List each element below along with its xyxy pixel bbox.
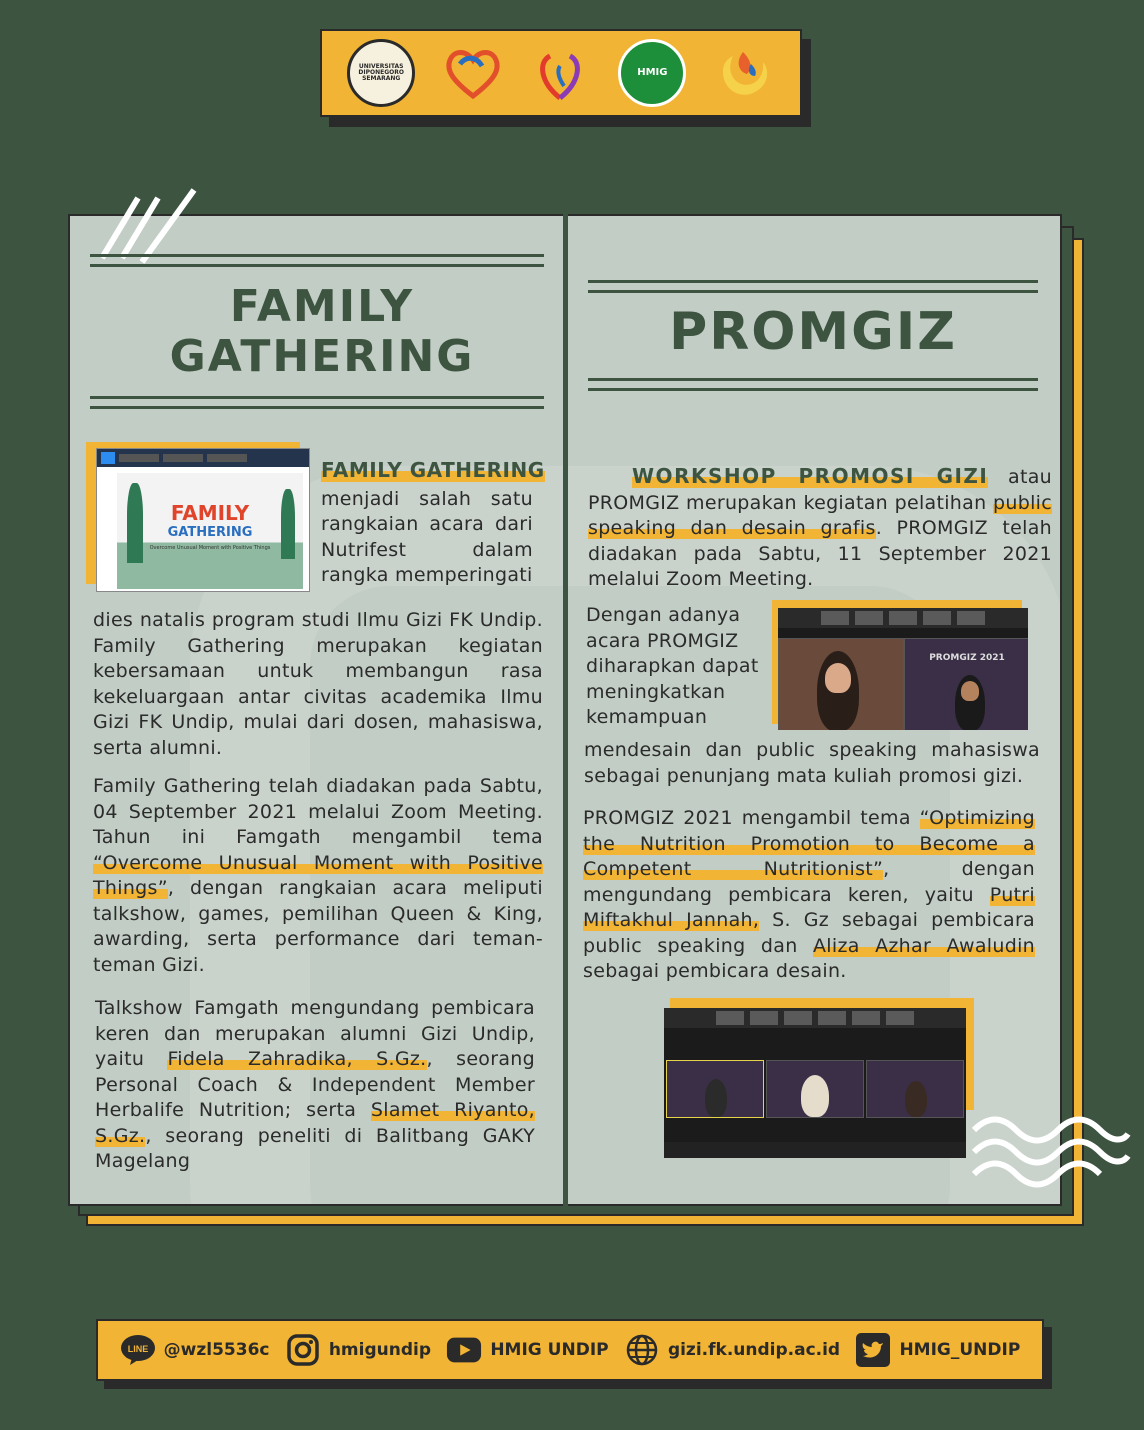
left-bottom-rule-1 xyxy=(90,396,544,399)
right-paragraph-2-left: Dengan adanya acara PROMGIZ diharapkan dapat meningkatkan kemampuan xyxy=(586,604,759,728)
right-top-rule-2 xyxy=(588,290,1038,293)
slash-decoration-icon xyxy=(96,184,206,264)
left-intro xyxy=(321,458,559,589)
right-paragraph-2-rest: mendesain dan public speaking mahasiswa sebagai penunjang mata kuliah promosi gizi. xyxy=(584,739,1040,787)
poster-zoom-bar xyxy=(97,449,309,467)
right-title: PROMGIZ xyxy=(669,302,957,362)
left-title xyxy=(90,282,554,382)
public-speaking-highlight: public speaking dan desain grafis xyxy=(588,491,1052,539)
social-footer xyxy=(96,1319,1044,1381)
right-paragraph-3: PROMGIZ 2021 mengambil tema “Optimizing the Nutrition Promotion to Become a Competent Nutritionist”, dengan mengundang pembicara keren, yaitu Putri Miftakhul Jannah, S. Gz sebagai pembicara public speaking dan Aliza Azhar Awaludin sebagai pembicara desain. xyxy=(583,807,1035,982)
fk-heart-icon xyxy=(530,42,592,104)
poster-art xyxy=(117,473,303,589)
heart-icon xyxy=(442,42,504,104)
instagram-icon xyxy=(285,1334,321,1366)
zoom-thumbnail-bar xyxy=(778,608,1028,628)
footer-youtube[interactable] xyxy=(446,1334,608,1366)
aku-cinta-undip-logo xyxy=(442,42,504,104)
speaker-fidela: Fidela Zahradika, S.Gz. xyxy=(167,1048,427,1070)
aku-cinta-fk-logo xyxy=(530,42,592,104)
poster-title1: FAMILY xyxy=(170,501,250,525)
left-paragraph-1: dies natalis program studi Ilmu Gizi FK Undip. Family Gathering merupakan kegiatan kebersamaan untuk membangun rasa kekeluargaan antar civitas academika Ilmu Gizi FK Undip, mulai dari dosen, mahasiswa, serta alumni. xyxy=(93,609,543,759)
footer-website-url: gizi.fk.undip.ac.id xyxy=(667,1340,841,1360)
footer-instagram[interactable] xyxy=(285,1334,431,1366)
famgath-theme: “Overcome Unusual Moment with Positive Things” xyxy=(93,851,543,899)
footer-instagram-handle: hmigundip xyxy=(328,1340,431,1360)
svg-text:LINE: LINE xyxy=(127,1344,148,1354)
footer-youtube-handle: HMIG UNDIP xyxy=(490,1340,609,1360)
left-top-rule-1 xyxy=(90,254,544,257)
right-bottom-rule-2 xyxy=(588,388,1038,391)
footer-website[interactable] xyxy=(624,1334,840,1366)
speaker-putri: Putri Miftakhul Jannah, xyxy=(583,883,1035,931)
globe-icon xyxy=(624,1334,660,1366)
youtube-icon xyxy=(446,1334,482,1366)
logo-banner xyxy=(320,29,802,117)
flame-logo xyxy=(713,42,775,104)
left-paragraph-3: Talkshow Famgath mengundang pembicara keren dan merupakan alumni Gizi Undip, yaitu Fidela Zahradika, S.Gz., seorang Personal Coach & Independent Member Herbalife Nutrition; serta Slamet Riyanto, S.Gz., seorang peneliti di Balitbang GAKY Magelang xyxy=(95,997,535,1172)
right-paragraph-1: WORKSHOP PROMOSI GIZI atau PROMGIZ merupakan kegiatan pelatihan public speaking dan desain grafis. PROMGIZ telah diadakan pada Sabtu, 11 September 2021 melalui Zoom Meeting. xyxy=(588,464,1052,590)
footer-line[interactable] xyxy=(120,1334,270,1366)
zoom-toolbar xyxy=(664,1142,966,1158)
participant-tile-a xyxy=(666,1060,764,1118)
footer-line-handle: @wzl5536c xyxy=(163,1340,270,1360)
zoom-screenshot-1 xyxy=(778,608,1028,730)
promgiz-theme: “Optimizing the Nutrition Promotion to Become a Competent Nutritionist” xyxy=(583,807,1035,880)
footer-twitter-handle: HMIG_UNDIP xyxy=(899,1340,1021,1360)
intro-highlight: FAMILY GATHERING xyxy=(321,458,545,482)
wave-decoration-icon xyxy=(968,1110,1132,1188)
left-top-rule-2 xyxy=(90,264,544,267)
family-gathering-poster xyxy=(96,448,310,592)
poster-tagline: Overcome Unusual Moment with Positive Things xyxy=(149,545,271,551)
left-title-line1: FAMILY xyxy=(229,281,415,332)
zoom-thumbnail-bar-2 xyxy=(664,1008,966,1028)
left-paragraph-2: Family Gathering telah diadakan pada Sabtu, 04 September 2021 melalui Zoom Meeting. Tahun ini Famgath mengambil tema “Overcome Unusual Moment with Positive Things”, dengan rangkaian acara meliputi talkshow, games, pemilihan Queen & King, awarding, serta performance dari teman-teman Gizi. xyxy=(93,775,543,976)
flame-icon xyxy=(713,42,775,104)
participant-tile-b xyxy=(766,1060,864,1118)
speaker-slamet: Slamet Riyanto, S.Gz. xyxy=(95,1099,535,1147)
zoom-label: PROMGIZ 2021 xyxy=(929,653,1005,663)
left-bottom-rule-2 xyxy=(90,406,544,409)
workshop-highlight: WORKSHOP PROMOSI GIZI xyxy=(632,464,989,488)
twitter-icon xyxy=(855,1334,891,1366)
participant-tile-c xyxy=(866,1060,964,1118)
intro-rest: menjadi salah satu rangkaian acara dari Nutrifest dalam rangka memperingati xyxy=(321,487,533,586)
poster-title2: GATHERING xyxy=(167,525,253,540)
panel-divider xyxy=(563,214,568,1206)
hmig-logo: HMIG xyxy=(618,39,686,107)
participant-tile-1 xyxy=(778,638,904,730)
zoom-screenshot-2 xyxy=(664,1008,966,1158)
speaker-aliza: Aliza Azhar Awaludin xyxy=(812,934,1035,957)
right-bottom-rule-1 xyxy=(588,378,1038,381)
right-top-rule-1 xyxy=(588,280,1038,283)
line-icon xyxy=(120,1334,156,1366)
undip-seal-logo: UNIVERSITAS DIPONEGORO SEMARANG xyxy=(347,39,415,107)
participant-tile-2 xyxy=(904,638,1028,730)
footer-twitter[interactable] xyxy=(855,1334,1020,1366)
left-title-line2: GATHERING xyxy=(169,331,475,382)
